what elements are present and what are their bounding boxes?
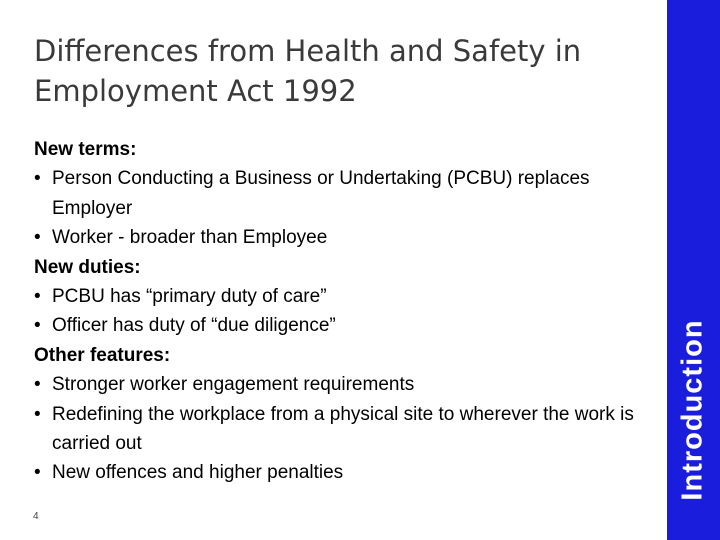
section-heading-new-duties: New duties: xyxy=(34,256,141,278)
bullet-item-worker-engagement: • Stronger worker engagement requirements xyxy=(34,370,659,399)
section-heading-other-features: Other features: xyxy=(34,344,171,366)
bullet-item-pcbu-replaces-employer: • Person Conducting a Business or Undertaking (PCBU) replaces Employer xyxy=(34,164,659,223)
section-sidebar-label: Introduction xyxy=(676,319,709,501)
slide-body xyxy=(34,135,659,488)
slide-title xyxy=(34,31,654,111)
page-number: 4 xyxy=(33,511,39,522)
bullet-item-redefining-workplace: • Redefining the workplace from a physical site to wherever the work is carried out xyxy=(34,400,659,459)
bullet-item-pcbu-duty: • PCBU has “primary duty of care” xyxy=(34,282,659,311)
section-sidebar xyxy=(667,0,720,540)
section-heading-new-terms: New terms: xyxy=(34,139,137,160)
slide-title-line-1: Differences from Health and Safety in xyxy=(34,34,582,68)
bullet-item-worker: • Worker - broader than Employee xyxy=(34,223,659,252)
slide-title-line-2: Employment Act 1992 xyxy=(34,74,357,108)
bullet-item-new-offences: • New offences and higher penalties xyxy=(34,458,659,487)
bullet-item-officer-duty: • Officer has duty of “due diligence” xyxy=(34,311,659,340)
